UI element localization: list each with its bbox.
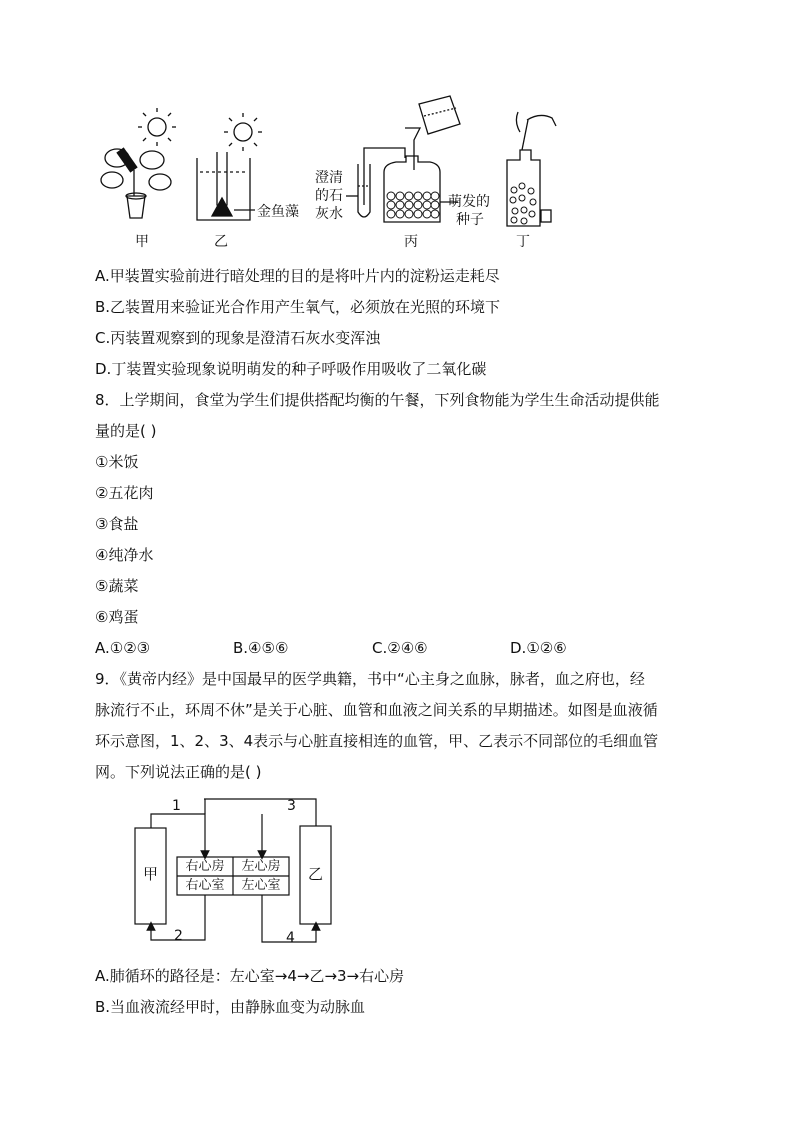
q9-stem-line1: 9．《黄帝内经》是中国最早的医学典籍，书中“心主身之血脉，脉者，血之府也，经 xyxy=(95,670,645,688)
q8-option-c: C.②④⑥ xyxy=(372,639,428,657)
label-seeds-2: 种子 xyxy=(456,212,484,228)
q7-option-a: A.甲装置实验前进行暗处理的目的是将叶片内的淀粉运走耗尽 xyxy=(95,267,500,285)
q8-item-3: ③食盐 xyxy=(95,515,139,533)
q8-stem-line2: 量的是( ) xyxy=(95,422,157,440)
vessel-label-2: 2 xyxy=(174,928,183,944)
q9-stem-line4: 网。下列说法正确的是( ) xyxy=(95,763,262,781)
vessel-label-4: 4 xyxy=(286,930,295,946)
q8-item-4: ④纯净水 xyxy=(95,546,154,564)
q8-option-b: B.④⑤⑥ xyxy=(233,639,289,657)
right-ventricle-cell: 右心室 xyxy=(185,878,225,893)
vessel-label-3: 3 xyxy=(287,798,296,814)
q9-stem-line3: 环示意图，1、2、3、4表示与心脏直接相连的血管，甲、乙表示不同部位的毛细血管 xyxy=(95,732,659,750)
vessel-label-1: 1 xyxy=(172,798,181,814)
label-limewater-2: 的石 xyxy=(315,188,343,204)
label-goldfish-weed: 金鱼藻 xyxy=(257,204,299,220)
q8-option-a: A.①②③ xyxy=(95,639,151,657)
q9-option-b: B.当血液流经甲时，由静脉血变为动脉血 xyxy=(95,998,366,1016)
q8-item-1: ①米饭 xyxy=(95,453,139,471)
q8-item-6: ⑥鸡蛋 xyxy=(95,608,139,626)
label-limewater-3: 灰水 xyxy=(315,206,343,222)
label-limewater-1: 澄清 xyxy=(315,170,343,186)
left-ventricle-cell: 左心室 xyxy=(241,878,281,893)
q8-item-2: ②五花肉 xyxy=(95,484,154,502)
q9-stem-line2: 脉流行不止，环周不休”是关于心脏、血管和血液之间关系的早期描述。如图是血液循 xyxy=(95,701,658,719)
q9-option-a: A.肺循环的路径是：左心室→4→乙→3→右心房 xyxy=(95,967,405,985)
label-ding: 丁 xyxy=(516,234,530,250)
q7-option-b: B.乙装置用来验证光合作用产生氧气，必须放在光照的环境下 xyxy=(95,298,501,316)
q8-stem-line1: 8．上学期间，食堂为学生们提供搭配均衡的午餐，下列食物能为学生生命活动提供能 xyxy=(95,391,660,409)
q7-option-d: D.丁装置实验现象说明萌发的种子呼吸作用吸收了二氧化碳 xyxy=(95,360,487,378)
label-yi: 乙 xyxy=(214,234,228,250)
label-yi-capillary: 乙 xyxy=(307,865,323,883)
label-jia: 甲 xyxy=(135,234,149,250)
left-atrium-cell: 左心房 xyxy=(241,859,281,874)
label-bing: 丙 xyxy=(404,234,418,250)
q8-option-d: D.①②⑥ xyxy=(510,639,567,657)
label-jia-capillary: 甲 xyxy=(142,865,158,883)
q8-item-5: ⑤蔬菜 xyxy=(95,577,139,595)
right-atrium-cell: 右心房 xyxy=(185,859,225,874)
label-seeds-1: 萌发的 xyxy=(448,194,490,210)
q7-option-c: C.丙装置观察到的现象是澄清石灰水变浑浊 xyxy=(95,329,381,347)
